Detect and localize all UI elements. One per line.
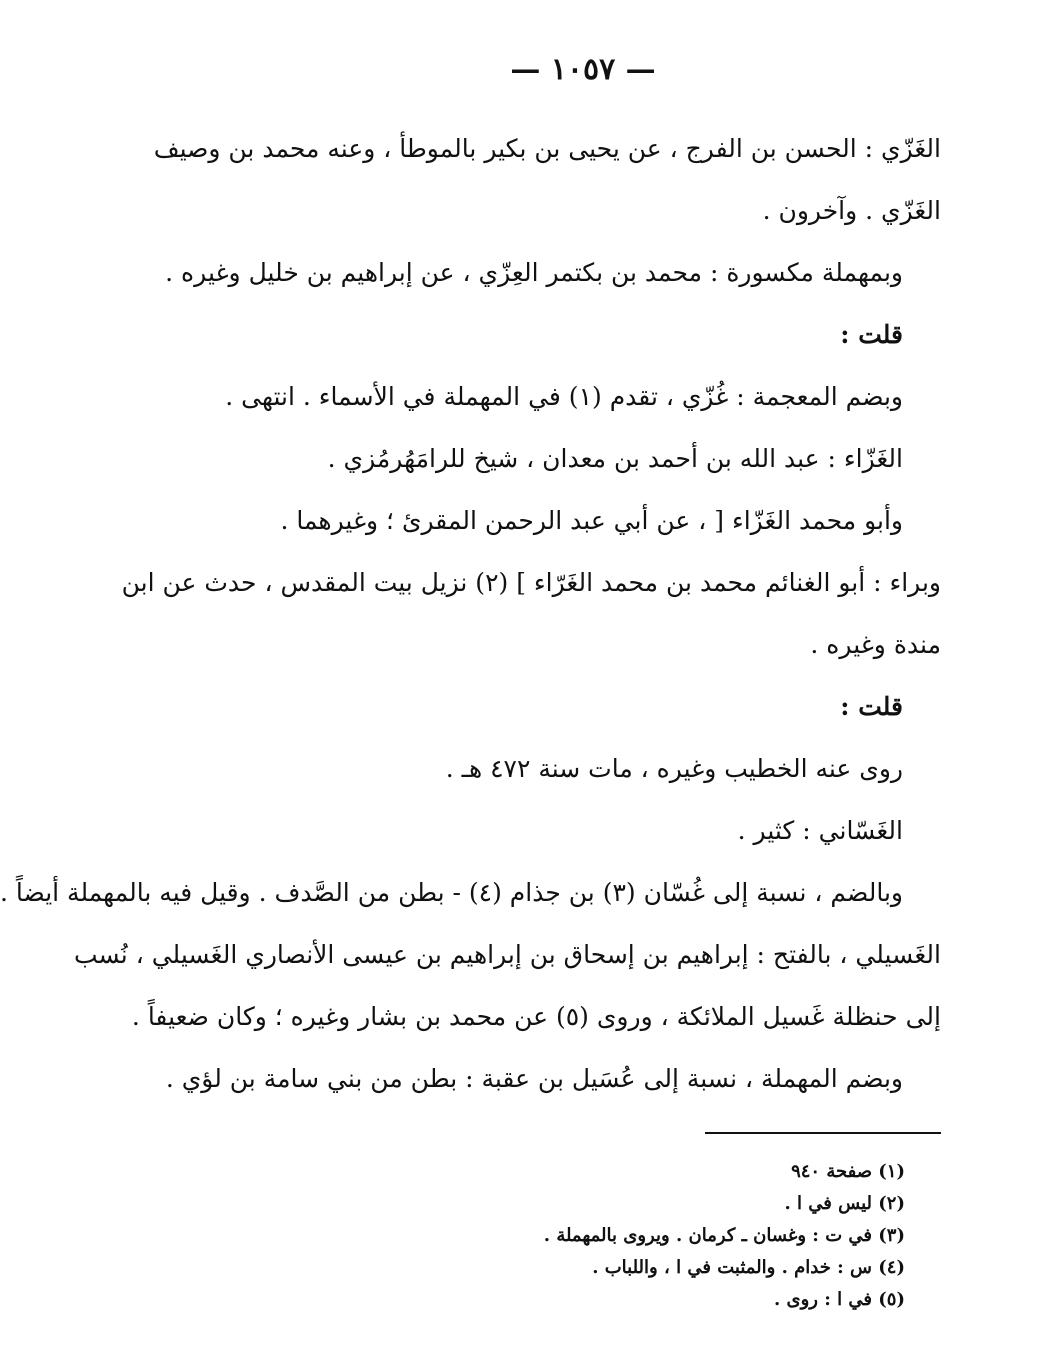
main-text <box>0 118 941 1110</box>
section-heading: قلت : <box>840 320 903 349</box>
text-line: وبضم المعجمة : غُزّي ، تقدم (١) في المهملة في الأسماء . انتهى . <box>225 382 903 411</box>
text-line: الغَسيلي ، بالفتح : إبراهيم بن إسحاق بن إبراهيم بن عيسى الأنصاري الغَسيلي ، نُسب <box>73 940 941 969</box>
footnote: (٢) ليس في ا . <box>784 1193 905 1214</box>
text-line: وبضم المهملة ، نسبة إلى عُسَيل بن عقبة : بطن من بني سامة بن لؤي . <box>165 1064 903 1093</box>
text-line: الغَسّاني : كثير . <box>737 816 903 845</box>
text-line: الغَزّي : الحسن بن الفرج ، عن يحيى بن بكير بالموطأ ، وعنه محمد بن وصيف <box>153 134 941 163</box>
page-number: — ١٠٥٧ — <box>510 52 656 87</box>
footnote: (٣) في ت : وغسان ـ كرمان . ويروى بالمهملة . <box>543 1225 905 1246</box>
footnotes <box>405 1156 905 1316</box>
footnote: (٥) في ا : روى . <box>773 1289 905 1310</box>
text-line: الغَزّاء : عبد الله بن أحمد بن معدان ، شيخ للرامَهُرمُزي . <box>327 444 903 473</box>
text-line: إلى حنظلة غَسيل الملائكة ، وروى (٥) عن محمد بن بشار وغيره ؛ وكان ضعيفاً . <box>131 1002 941 1031</box>
text-line: وبمهملة مكسورة : محمد بن بكتمر العِزّي ، عن إبراهيم بن خليل وغيره . <box>165 258 903 287</box>
text-line: وبراء : أبو الغنائم محمد بن محمد الغَرّاء ] (٢) نزيل بيت المقدس ، حدث عن ابن <box>121 568 941 597</box>
text-line: روى عنه الخطيب وغيره ، مات سنة ٤٧٢ هـ . <box>445 754 903 783</box>
text-line: مندة وغيره . <box>810 630 941 659</box>
footnote: (٤) س : خدام . والمثبت في ا ، واللباب . <box>592 1257 905 1278</box>
text-line: الغَزّي . وآخرون . <box>762 196 941 225</box>
footnote-divider <box>705 1132 941 1134</box>
text-line: وبالضم ، نسبة إلى غُسّان (٣) بن جذام (٤) - بطن من الصَّدف . وقيل فيه بالمهملة أيضاً . <box>0 878 903 907</box>
footnote: (١) صفحة ٩٤٠ <box>791 1161 905 1182</box>
text-line: وأبو محمد الغَزّاء [ ، عن أبي عبد الرحمن المقرئ ؛ وغيرهما . <box>280 506 903 535</box>
section-heading: قلت : <box>840 692 903 721</box>
